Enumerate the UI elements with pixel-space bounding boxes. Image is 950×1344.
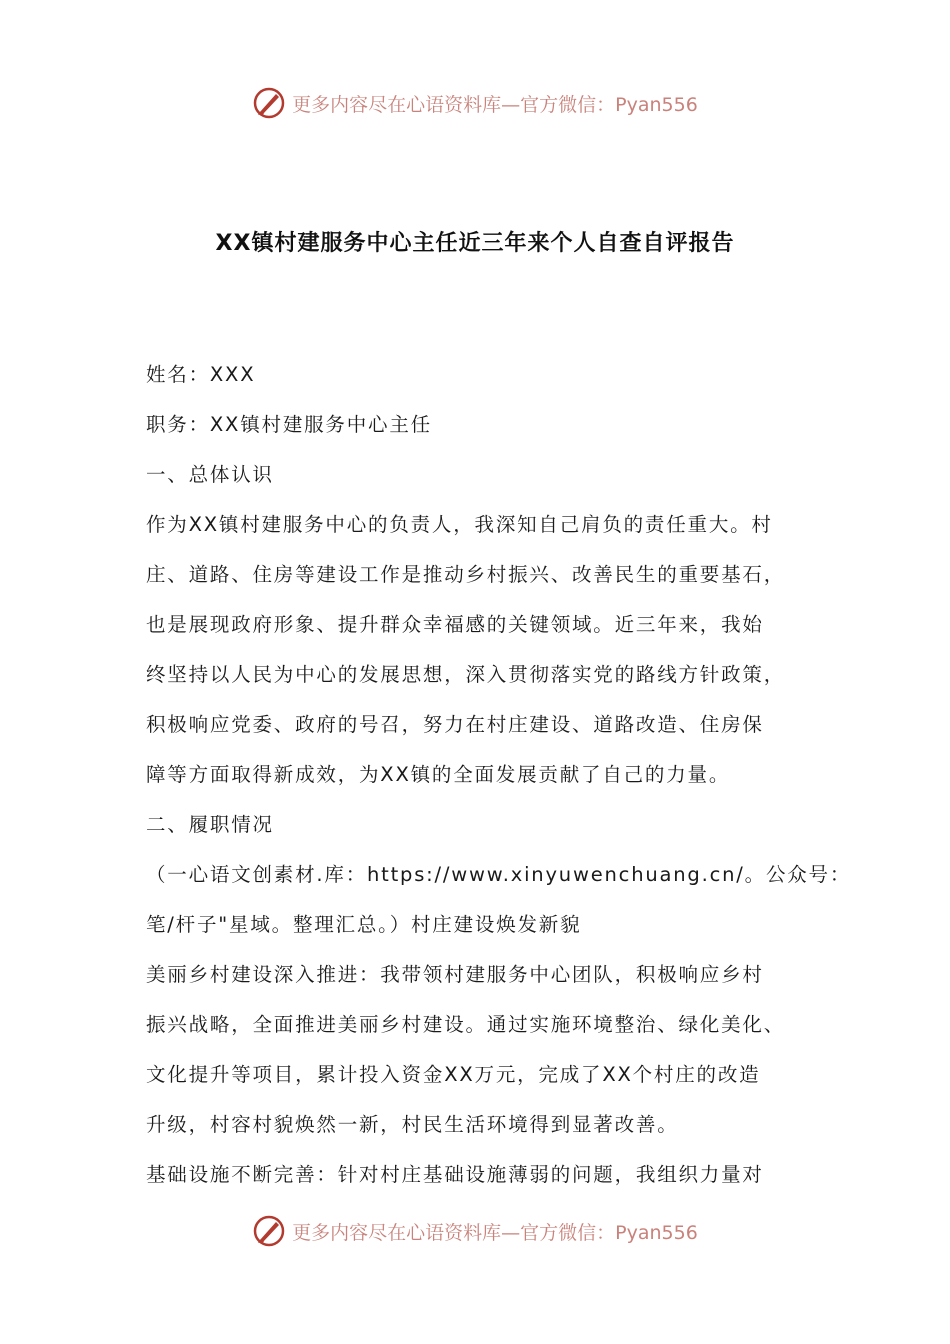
document-body [146,350,852,1200]
body-line: 升级，村容村貌焕然一新，村民生活环境得到显著改善。 [146,1113,679,1136]
banner-wechat-handle: Pyan556 [615,1221,698,1244]
document-title: XX镇村建服务中心主任近三年来个人自查自评报告 [215,231,735,256]
banner-slogan: 更多内容尽在心语资料库—官方微信： [292,1221,616,1244]
banner-text [292,1218,698,1245]
body-line: 庄、道路、住房等建设工作是推动乡村振兴、改善民生的重要基石， [146,563,786,586]
body-line: 终坚持以人民为中心的发展思想，深入贯彻落实党的路线方针政策， [146,663,786,686]
body-line: 职务：XX镇村建服务中心主任 [146,413,432,436]
banner-slogan: 更多内容尽在心语资料库—官方微信： [292,93,616,116]
section-heading: 一、总体认识 [146,463,274,486]
body-line: 作为XX镇村建服务中心的负责人，我深知自己肩负的责任重大。村 [146,513,773,536]
header-banner [0,78,950,128]
body-line: 基础设施不断完善：针对村庄基础设施薄弱的问题，我组织力量对 [146,1163,764,1186]
banner-wechat-handle: Pyan556 [615,93,698,116]
body-line: 笔/杆子"星域。整理汇总。）村庄建设焕发新貌 [146,913,582,936]
pen-logo-icon [252,1214,286,1248]
body-line: 也是展现政府形象、提升群众幸福感的关键领域。近三年来，我始 [146,613,764,636]
body-line: 美丽乡村建设深入推进：我带领村建服务中心团队，积极响应乡村 [146,963,764,986]
pen-logo-icon [252,86,286,120]
body-line: 障等方面取得新成效，为XX镇的全面发展贡献了自己的力量。 [146,763,731,786]
body-line: 姓名：XXX [146,363,256,386]
body-line: （一心语文创素材.库：https://www.xinyuwenchuang.cn/。公众号： [146,863,852,886]
section-heading: 二、履职情况 [146,813,274,836]
body-line: 振兴战略，全面推进美丽乡村建设。通过实施环境整治、绿化美化、 [146,1013,786,1036]
body-line: 文化提升等项目，累计投入资金XX万元，完成了XX个村庄的改造 [146,1063,761,1086]
body-line: 积极响应党委、政府的号召，努力在村庄建设、道路改造、住房保 [146,713,764,736]
banner-text [292,90,698,117]
footer-banner [0,1206,950,1256]
